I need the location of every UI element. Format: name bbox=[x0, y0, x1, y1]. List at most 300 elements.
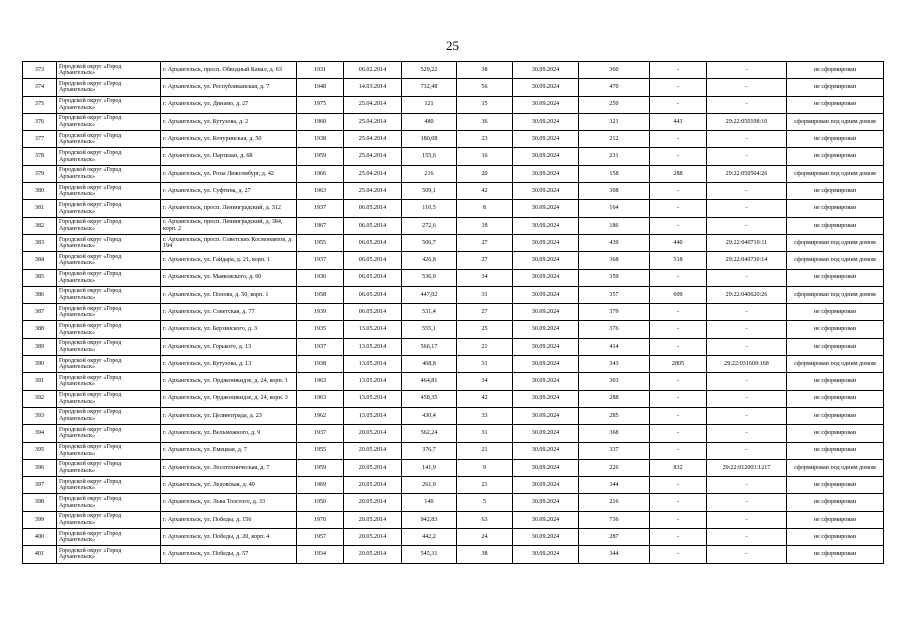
municipality-cell: Городской округ «Город Архангельск» bbox=[57, 113, 161, 130]
row-number-cell: 389 bbox=[23, 338, 57, 355]
row-number-cell: 377 bbox=[23, 131, 57, 148]
deadline-cell: 30.09.2024 bbox=[513, 511, 579, 528]
land-area-cell: 288 bbox=[650, 165, 707, 182]
table-row bbox=[23, 200, 884, 217]
table-row bbox=[23, 286, 884, 303]
residents-cell: 33 bbox=[457, 407, 513, 424]
date-cell: 13.05.2014 bbox=[344, 373, 402, 390]
land-status-cell: не сформирован bbox=[787, 373, 884, 390]
municipality-cell: Городской округ «Город Архангельск» bbox=[57, 252, 161, 269]
area-cell: 480 bbox=[402, 113, 457, 130]
cadastral-number-cell: 29:22:050108:10 bbox=[707, 113, 787, 130]
value-cell: 186 bbox=[579, 217, 650, 234]
row-number-cell: 375 bbox=[23, 96, 57, 113]
year-built-cell: 1975 bbox=[297, 96, 344, 113]
land-area-cell: - bbox=[650, 200, 707, 217]
land-status-cell: не сформирован bbox=[787, 442, 884, 459]
year-built-cell: 1936 bbox=[297, 269, 344, 286]
residents-cell: 5 bbox=[457, 494, 513, 511]
cadastral-number-cell: 29:22:050504:26 bbox=[707, 165, 787, 182]
value-cell: 368 bbox=[579, 425, 650, 442]
date-cell: 25.04.2014 bbox=[344, 113, 402, 130]
address-cell: г. Архангельск, ул. Целинограда, д. 23 bbox=[161, 407, 297, 424]
area-cell: 529,22 bbox=[402, 62, 457, 79]
municipality-cell: Городской округ «Город Архангельск» bbox=[57, 425, 161, 442]
land-area-cell: - bbox=[650, 338, 707, 355]
municipality-cell: Городской округ «Город Архангельск» bbox=[57, 373, 161, 390]
date-cell: 06.05.2014 bbox=[344, 269, 402, 286]
row-number-cell: 376 bbox=[23, 113, 57, 130]
table-row bbox=[23, 356, 884, 373]
table-row bbox=[23, 338, 884, 355]
residents-cell: 24 bbox=[457, 529, 513, 546]
deadline-cell: 30.09.2024 bbox=[513, 338, 579, 355]
residents-cell: 42 bbox=[457, 183, 513, 200]
residents-cell: 31 bbox=[457, 356, 513, 373]
land-area-cell: - bbox=[650, 217, 707, 234]
date-cell: 13.05.2014 bbox=[344, 407, 402, 424]
address-cell: г. Архангельск, ул. Партизан, д. 68 bbox=[161, 148, 297, 165]
area-cell: 468,8 bbox=[402, 356, 457, 373]
area-cell: 447,02 bbox=[402, 286, 457, 303]
table-row bbox=[23, 79, 884, 96]
year-built-cell: 1955 bbox=[297, 442, 344, 459]
date-cell: 13.05.2014 bbox=[344, 356, 402, 373]
year-built-cell: 1963 bbox=[297, 390, 344, 407]
row-number-cell: 392 bbox=[23, 390, 57, 407]
address-cell: г. Архангельск, ул. Льва Толстого, д. 33 bbox=[161, 494, 297, 511]
land-status-cell: сформирован под одним домом bbox=[787, 286, 884, 303]
deadline-cell: 30.09.2024 bbox=[513, 269, 579, 286]
residents-cell: 9 bbox=[457, 459, 513, 476]
deadline-cell: 30.09.2024 bbox=[513, 407, 579, 424]
land-status-cell: не сформирован bbox=[787, 200, 884, 217]
deadline-cell: 30.09.2024 bbox=[513, 494, 579, 511]
area-cell: 141,9 bbox=[402, 459, 457, 476]
address-cell: г. Архангельск, ул. Орджоникидзе, д. 24, корп. 1 bbox=[161, 373, 297, 390]
residents-cell: 27 bbox=[457, 252, 513, 269]
residents-cell: 16 bbox=[457, 148, 513, 165]
value-cell: 226 bbox=[579, 459, 650, 476]
value-cell: 321 bbox=[579, 113, 650, 130]
municipality-cell: Городской округ «Город Архангельск» bbox=[57, 546, 161, 563]
address-cell: г. Архангельск, ул. Суфтина, д. 27 bbox=[161, 183, 297, 200]
value-cell: 287 bbox=[579, 529, 650, 546]
year-built-cell: 1962 bbox=[297, 407, 344, 424]
address-cell: г. Архангельск, ул. Советская, д. 77 bbox=[161, 304, 297, 321]
value-cell: 379 bbox=[579, 304, 650, 321]
residents-cell: 31 bbox=[457, 286, 513, 303]
residents-cell: 38 bbox=[457, 546, 513, 563]
table-row bbox=[23, 442, 884, 459]
deadline-cell: 30.09.2024 bbox=[513, 442, 579, 459]
year-built-cell: 1969 bbox=[297, 477, 344, 494]
address-cell: г. Архангельск, ул. Динамо, д. 27 bbox=[161, 96, 297, 113]
land-area-cell: - bbox=[650, 511, 707, 528]
area-cell: 458,35 bbox=[402, 390, 457, 407]
land-area-cell: - bbox=[650, 148, 707, 165]
cadastral-number-cell: - bbox=[707, 425, 787, 442]
area-cell: 121 bbox=[402, 96, 457, 113]
row-number-cell: 384 bbox=[23, 252, 57, 269]
table-row bbox=[23, 131, 884, 148]
address-cell: г. Архангельск, ул. Кочуринская, д. 50 bbox=[161, 131, 297, 148]
year-built-cell: 1934 bbox=[297, 546, 344, 563]
cadastral-number-cell: - bbox=[707, 477, 787, 494]
value-cell: 736 bbox=[579, 511, 650, 528]
residents-cell: 36 bbox=[457, 113, 513, 130]
year-built-cell: 1963 bbox=[297, 373, 344, 390]
row-number-cell: 383 bbox=[23, 234, 57, 251]
land-area-cell: - bbox=[650, 442, 707, 459]
residents-cell: 8 bbox=[457, 200, 513, 217]
deadline-cell: 30.09.2024 bbox=[513, 183, 579, 200]
municipality-cell: Городской округ «Город Архангельск» bbox=[57, 304, 161, 321]
municipality-cell: Городской округ «Город Архангельск» bbox=[57, 494, 161, 511]
land-status-cell: не сформирован bbox=[787, 217, 884, 234]
municipality-cell: Городской округ «Город Архангельск» bbox=[57, 79, 161, 96]
deadline-cell: 30.09.2024 bbox=[513, 356, 579, 373]
row-number-cell: 393 bbox=[23, 407, 57, 424]
date-cell: 06.05.2014 bbox=[344, 217, 402, 234]
row-number-cell: 388 bbox=[23, 321, 57, 338]
land-area-cell: - bbox=[650, 269, 707, 286]
date-cell: 25.04.2014 bbox=[344, 165, 402, 182]
municipality-cell: Городской округ «Город Архангельск» bbox=[57, 442, 161, 459]
residents-cell: 21 bbox=[457, 477, 513, 494]
table-row bbox=[23, 546, 884, 563]
land-status-cell: сформирован под одним домом bbox=[787, 459, 884, 476]
date-cell: 13.05.2014 bbox=[344, 338, 402, 355]
municipality-cell: Городской округ «Город Архангельск» bbox=[57, 459, 161, 476]
municipality-cell: Городской округ «Город Архангельск» bbox=[57, 477, 161, 494]
row-number-cell: 382 bbox=[23, 217, 57, 234]
cadastral-number-cell: - bbox=[707, 304, 787, 321]
year-built-cell: 1939 bbox=[297, 304, 344, 321]
land-area-cell: 518 bbox=[650, 252, 707, 269]
date-cell: 20.05.2014 bbox=[344, 511, 402, 528]
municipality-cell: Городской округ «Город Архангельск» bbox=[57, 529, 161, 546]
deadline-cell: 30.09.2024 bbox=[513, 217, 579, 234]
table-row bbox=[23, 407, 884, 424]
land-status-cell: не сформирован bbox=[787, 183, 884, 200]
area-cell: 566,17 bbox=[402, 338, 457, 355]
residents-cell: 25 bbox=[457, 321, 513, 338]
table-row bbox=[23, 183, 884, 200]
value-cell: 164 bbox=[579, 200, 650, 217]
area-cell: 140 bbox=[402, 494, 457, 511]
date-cell: 06.05.2014 bbox=[344, 252, 402, 269]
land-status-cell: сформирован под одним домом bbox=[787, 113, 884, 130]
area-cell: 531,4 bbox=[402, 304, 457, 321]
municipality-cell: Городской округ «Город Архангельск» bbox=[57, 234, 161, 251]
date-cell: 20.05.2014 bbox=[344, 546, 402, 563]
row-number-cell: 386 bbox=[23, 286, 57, 303]
land-status-cell: не сформирован bbox=[787, 62, 884, 79]
land-area-cell: - bbox=[650, 390, 707, 407]
page-number: 25 bbox=[446, 38, 459, 53]
deadline-cell: 30.09.2024 bbox=[513, 113, 579, 130]
land-status-cell: сформирован под одним домом bbox=[787, 165, 884, 182]
address-cell: г. Архангельск, ул. Орджоникидзе, д. 24, корп. 3 bbox=[161, 390, 297, 407]
area-cell: 426,8 bbox=[402, 252, 457, 269]
value-cell: 303 bbox=[579, 373, 650, 390]
cadastral-number-cell: - bbox=[707, 200, 787, 217]
date-cell: 20.05.2014 bbox=[344, 477, 402, 494]
value-cell: 344 bbox=[579, 546, 650, 563]
deadline-cell: 30.09.2024 bbox=[513, 373, 579, 390]
value-cell: 439 bbox=[579, 234, 650, 251]
land-area-cell: - bbox=[650, 304, 707, 321]
value-cell: 337 bbox=[579, 442, 650, 459]
value-cell: 470 bbox=[579, 79, 650, 96]
land-status-cell: не сформирован bbox=[787, 494, 884, 511]
land-area-cell: 443 bbox=[650, 113, 707, 130]
cadastral-number-cell: - bbox=[707, 407, 787, 424]
area-cell: 464,81 bbox=[402, 373, 457, 390]
date-cell: 06.05.2014 bbox=[344, 286, 402, 303]
residents-cell: 63 bbox=[457, 511, 513, 528]
cadastral-number-cell: - bbox=[707, 390, 787, 407]
date-cell: 25.04.2014 bbox=[344, 96, 402, 113]
cadastral-number-cell: - bbox=[707, 442, 787, 459]
residents-cell: 56 bbox=[457, 79, 513, 96]
year-built-cell: 1937 bbox=[297, 252, 344, 269]
value-cell: 158 bbox=[579, 165, 650, 182]
residents-cell: 34 bbox=[457, 269, 513, 286]
municipality-cell: Городской округ «Город Архангельск» bbox=[57, 390, 161, 407]
deadline-cell: 30.09.2024 bbox=[513, 252, 579, 269]
municipality-cell: Городской округ «Город Архангельск» bbox=[57, 338, 161, 355]
area-cell: 442,2 bbox=[402, 529, 457, 546]
cadastral-number-cell: - bbox=[707, 79, 787, 96]
area-cell: 732,48 bbox=[402, 79, 457, 96]
land-status-cell: не сформирован bbox=[787, 390, 884, 407]
value-cell: 376 bbox=[579, 321, 650, 338]
address-cell: г. Архангельск, ул. Попова, д. 50, корп. 1 bbox=[161, 286, 297, 303]
land-status-cell: не сформирован bbox=[787, 425, 884, 442]
municipality-cell: Городской округ «Город Архангельск» bbox=[57, 200, 161, 217]
municipality-cell: Городской округ «Город Архангельск» bbox=[57, 356, 161, 373]
deadline-cell: 30.09.2024 bbox=[513, 96, 579, 113]
date-cell: 20.05.2014 bbox=[344, 494, 402, 511]
area-cell: 216 bbox=[402, 165, 457, 182]
year-built-cell: 1966 bbox=[297, 165, 344, 182]
table-row bbox=[23, 96, 884, 113]
residents-cell: 21 bbox=[457, 338, 513, 355]
date-cell: 13.05.2014 bbox=[344, 390, 402, 407]
municipality-cell: Городской округ «Город Архангельск» bbox=[57, 148, 161, 165]
table-row bbox=[23, 390, 884, 407]
residents-cell: 38 bbox=[457, 62, 513, 79]
row-number-cell: 394 bbox=[23, 425, 57, 442]
municipality-cell: Городской округ «Город Архангельск» bbox=[57, 286, 161, 303]
municipality-cell: Городской округ «Город Архангельск» bbox=[57, 217, 161, 234]
cadastral-number-cell: 29:22:040620:26 bbox=[707, 286, 787, 303]
row-number-cell: 374 bbox=[23, 79, 57, 96]
land-status-cell: не сформирован bbox=[787, 321, 884, 338]
land-area-cell: - bbox=[650, 62, 707, 79]
value-cell: 414 bbox=[579, 338, 650, 355]
value-cell: 285 bbox=[579, 407, 650, 424]
cadastral-number-cell: - bbox=[707, 217, 787, 234]
land-area-cell: - bbox=[650, 373, 707, 390]
land-area-cell: - bbox=[650, 425, 707, 442]
land-status-cell: не сформирован bbox=[787, 148, 884, 165]
row-number-cell: 400 bbox=[23, 529, 57, 546]
value-cell: 357 bbox=[579, 286, 650, 303]
land-status-cell: не сформирован bbox=[787, 477, 884, 494]
deadline-cell: 30.09.2024 bbox=[513, 425, 579, 442]
cadastral-number-cell: 29:22:012003:1217 bbox=[707, 459, 787, 476]
row-number-cell: 385 bbox=[23, 269, 57, 286]
address-cell: г. Архангельск, ул. Горького, д. 13 bbox=[161, 338, 297, 355]
residents-cell: 27 bbox=[457, 234, 513, 251]
land-status-cell: не сформирован bbox=[787, 511, 884, 528]
value-cell: 216 bbox=[579, 494, 650, 511]
row-number-cell: 401 bbox=[23, 546, 57, 563]
area-cell: 180,08 bbox=[402, 131, 457, 148]
date-cell: 20.05.2014 bbox=[344, 442, 402, 459]
land-status-cell: не сформирован bbox=[787, 338, 884, 355]
municipality-cell: Городской округ «Город Архангельск» bbox=[57, 165, 161, 182]
land-status-cell: не сформирован bbox=[787, 131, 884, 148]
land-status-cell: не сформирован bbox=[787, 269, 884, 286]
address-cell: г. Архангельск, ул. Кутузова, д. 13 bbox=[161, 356, 297, 373]
residents-cell: 20 bbox=[457, 165, 513, 182]
cadastral-number-cell: 29:22:040710:11 bbox=[707, 234, 787, 251]
row-number-cell: 381 bbox=[23, 200, 57, 217]
address-cell: г. Архангельск, ул. Розы Люксембург, д. 42 bbox=[161, 165, 297, 182]
cadastral-number-cell: 29:22:040730:14 bbox=[707, 252, 787, 269]
row-number-cell: 379 bbox=[23, 165, 57, 182]
table-row bbox=[23, 62, 884, 79]
year-built-cell: 1955 bbox=[297, 234, 344, 251]
land-status-cell: не сформирован bbox=[787, 96, 884, 113]
cadastral-number-cell: - bbox=[707, 183, 787, 200]
year-built-cell: 1970 bbox=[297, 511, 344, 528]
date-cell: 25.04.2014 bbox=[344, 183, 402, 200]
land-area-cell: - bbox=[650, 407, 707, 424]
address-cell: г. Архангельск, ул. Победы, д. 20, корп. 4 bbox=[161, 529, 297, 546]
value-cell: 344 bbox=[579, 477, 650, 494]
land-area-cell: - bbox=[650, 321, 707, 338]
deadline-cell: 30.09.2024 bbox=[513, 62, 579, 79]
cadastral-number-cell: - bbox=[707, 321, 787, 338]
land-area-cell: 832 bbox=[650, 459, 707, 476]
cadastral-number-cell: - bbox=[707, 96, 787, 113]
cadastral-number-cell: - bbox=[707, 546, 787, 563]
area-cell: 376,7 bbox=[402, 442, 457, 459]
address-cell: г. Архангельск, ул. Лесотехническая, д. 7 bbox=[161, 459, 297, 476]
table-row bbox=[23, 459, 884, 476]
date-cell: 06.02.2014 bbox=[344, 62, 402, 79]
row-number-cell: 378 bbox=[23, 148, 57, 165]
cadastral-number-cell: - bbox=[707, 131, 787, 148]
deadline-cell: 30.09.2024 bbox=[513, 459, 579, 476]
address-cell: г. Архангельск, просп. Советских Космонавтов, д. 194 bbox=[161, 234, 297, 251]
date-cell: 20.05.2014 bbox=[344, 529, 402, 546]
cadastral-number-cell: - bbox=[707, 511, 787, 528]
address-cell: г. Архангельск, ул. Вельможного, д. 9 bbox=[161, 425, 297, 442]
value-cell: 360 bbox=[579, 62, 650, 79]
municipality-cell: Городской округ «Город Архангельск» bbox=[57, 131, 161, 148]
deadline-cell: 30.09.2024 bbox=[513, 148, 579, 165]
table-row bbox=[23, 321, 884, 338]
deadline-cell: 30.09.2024 bbox=[513, 234, 579, 251]
year-built-cell: 1959 bbox=[297, 459, 344, 476]
area-cell: 536,9 bbox=[402, 269, 457, 286]
land-area-cell: - bbox=[650, 477, 707, 494]
deadline-cell: 30.09.2024 bbox=[513, 390, 579, 407]
area-cell: 110,5 bbox=[402, 200, 457, 217]
address-cell: г. Архангельск, ул. Победы, д. 156 bbox=[161, 511, 297, 528]
value-cell: 359 bbox=[579, 269, 650, 286]
deadline-cell: 30.09.2024 bbox=[513, 286, 579, 303]
row-number-cell: 391 bbox=[23, 373, 57, 390]
deadline-cell: 30.09.2024 bbox=[513, 304, 579, 321]
land-status-cell: не сформирован bbox=[787, 546, 884, 563]
land-status-cell: не сформирован bbox=[787, 304, 884, 321]
date-cell: 20.05.2014 bbox=[344, 459, 402, 476]
municipality-cell: Городской округ «Город Архангельск» bbox=[57, 511, 161, 528]
residents-cell: 18 bbox=[457, 217, 513, 234]
area-cell: 506,7 bbox=[402, 234, 457, 251]
deadline-cell: 30.09.2024 bbox=[513, 321, 579, 338]
land-status-cell: сформирован под одним домом bbox=[787, 356, 884, 373]
land-area-cell: - bbox=[650, 183, 707, 200]
date-cell: 06.05.2014 bbox=[344, 200, 402, 217]
cadastral-number-cell: - bbox=[707, 148, 787, 165]
residents-cell: 21 bbox=[457, 442, 513, 459]
value-cell: 288 bbox=[579, 390, 650, 407]
land-status-cell: не сформирован bbox=[787, 407, 884, 424]
area-cell: 261,9 bbox=[402, 477, 457, 494]
table-row bbox=[23, 511, 884, 528]
year-built-cell: 1938 bbox=[297, 356, 344, 373]
table-row bbox=[23, 425, 884, 442]
table-row bbox=[23, 113, 884, 130]
address-cell: г. Архангельск, просп. Ленинградский, д. 384, корп. 2 bbox=[161, 217, 297, 234]
date-cell: 06.05.2014 bbox=[344, 234, 402, 251]
land-area-cell: - bbox=[650, 494, 707, 511]
land-status-cell: сформирован под одним домом bbox=[787, 252, 884, 269]
address-cell: г. Архангельск, ул. Кутузова, д. 2 bbox=[161, 113, 297, 130]
land-status-cell: не сформирован bbox=[787, 529, 884, 546]
cadastral-number-cell: - bbox=[707, 529, 787, 546]
land-area-cell: - bbox=[650, 546, 707, 563]
year-built-cell: 1967 bbox=[297, 217, 344, 234]
cadastral-number-cell: - bbox=[707, 373, 787, 390]
address-cell: г. Архангельск, ул. Ледовская, д. 49 bbox=[161, 477, 297, 494]
address-cell: г. Архангельск, ул. Республиканская, д. 7 bbox=[161, 79, 297, 96]
deadline-cell: 30.09.2024 bbox=[513, 79, 579, 96]
municipality-cell: Городской округ «Город Архангельск» bbox=[57, 183, 161, 200]
area-cell: 430,4 bbox=[402, 407, 457, 424]
deadline-cell: 30.09.2024 bbox=[513, 200, 579, 217]
land-area-cell: 609 bbox=[650, 286, 707, 303]
row-number-cell: 397 bbox=[23, 477, 57, 494]
row-number-cell: 387 bbox=[23, 304, 57, 321]
municipality-cell: Городской округ «Город Архангельск» bbox=[57, 407, 161, 424]
address-cell: г. Архангельск, ул. Победы, д. 57 bbox=[161, 546, 297, 563]
table-row bbox=[23, 269, 884, 286]
table-row bbox=[23, 529, 884, 546]
year-built-cell: 1950 bbox=[297, 494, 344, 511]
address-cell: г. Архангельск, просп. Обводный Канал, д. 63 bbox=[161, 62, 297, 79]
address-cell: г. Архангельск, просп. Ленинградский, д. 312 bbox=[161, 200, 297, 217]
year-built-cell: 1948 bbox=[297, 79, 344, 96]
